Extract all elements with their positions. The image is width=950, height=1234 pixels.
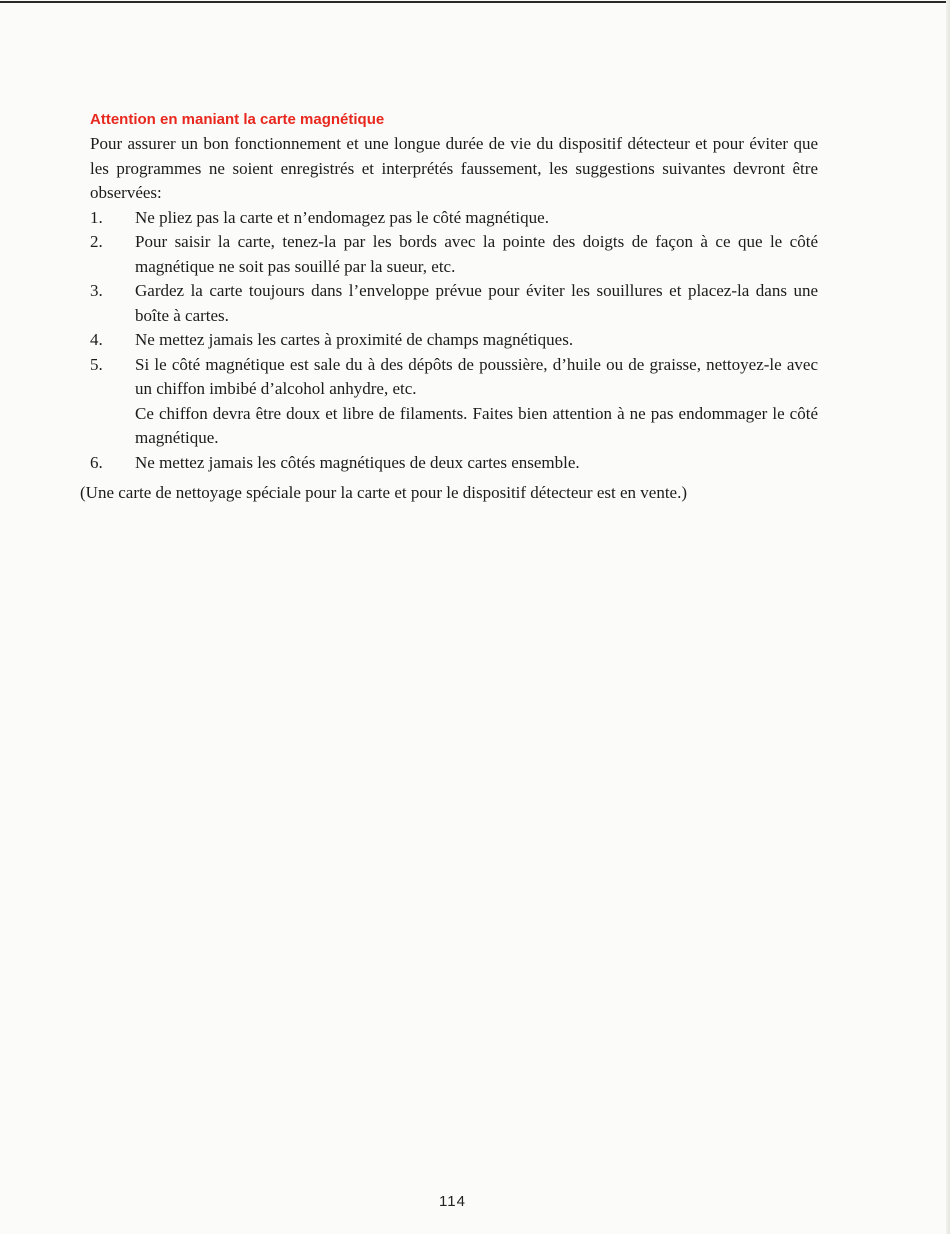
suggestion-list: [90, 206, 818, 476]
item-text: Pour saisir la carte, tenez-la par les bords avec la pointe des doigts de façon à ce que le côté magnétique ne soit pas souillé par la sueur, etc.: [135, 232, 818, 276]
item-text-continued: Ce chiffon devra être doux et libre de filaments. Faites bien attention à ne pas endommager le côté magnétique.: [135, 403, 818, 447]
item-number: 1.: [90, 207, 103, 227]
page-number: 114: [439, 1193, 466, 1210]
list-item: [90, 206, 818, 231]
item-body: [135, 353, 818, 451]
list-item: [90, 279, 818, 328]
item-number: 5.: [90, 354, 103, 374]
list-item: [90, 451, 818, 476]
item-text: Ne mettez jamais les côtés magnétiques de deux cartes ensemble.: [135, 452, 580, 472]
item-body: [135, 230, 818, 279]
item-body: [135, 206, 818, 231]
item-text: Ne pliez pas la carte et n’endomagez pas le côté magnétique.: [135, 207, 549, 227]
top-rule: [0, 1, 950, 3]
item-number: 4.: [90, 330, 103, 349]
item-text: Ne mettez jamais les cartes à proximité de champs magnétiques.: [135, 330, 574, 349]
intro-paragraph: Pour assurer un bon fonctionnement et une longue durée de vie du dispositif détecteur et pour éviter que les programmes ne soient enregistrés et interprétés faussement, les suggestions suivantes devront être observées:: [90, 134, 818, 202]
item-text: Gardez la carte toujours dans l’enveloppe prévue pour éviter les souillures et placez-la dans une boîte à cartes.: [135, 281, 818, 325]
list-item: [90, 230, 818, 279]
list-item: [90, 353, 818, 451]
item-body: [135, 451, 818, 476]
item-body: [135, 279, 818, 328]
item-text: Si le côté magnétique est sale du à des dépôts de poussière, d’huile ou de graisse, nettoyez-le avec un chiffon imbibé d’alcohol anhydre, etc.: [135, 354, 818, 398]
item-number: 6.: [90, 452, 103, 472]
item-body: [135, 328, 818, 353]
cleaning-card-note: (Une carte de nettoyage spéciale pour la carte et pour le dispositif détecteur est en vente.): [80, 483, 688, 502]
section-heading: Attention en maniant la carte magnétique: [90, 111, 385, 128]
list-item: [90, 328, 818, 353]
item-number: 3.: [90, 281, 103, 300]
item-number: 2.: [90, 232, 103, 251]
page-edge: [946, 0, 950, 1234]
page-content: [90, 108, 818, 475]
